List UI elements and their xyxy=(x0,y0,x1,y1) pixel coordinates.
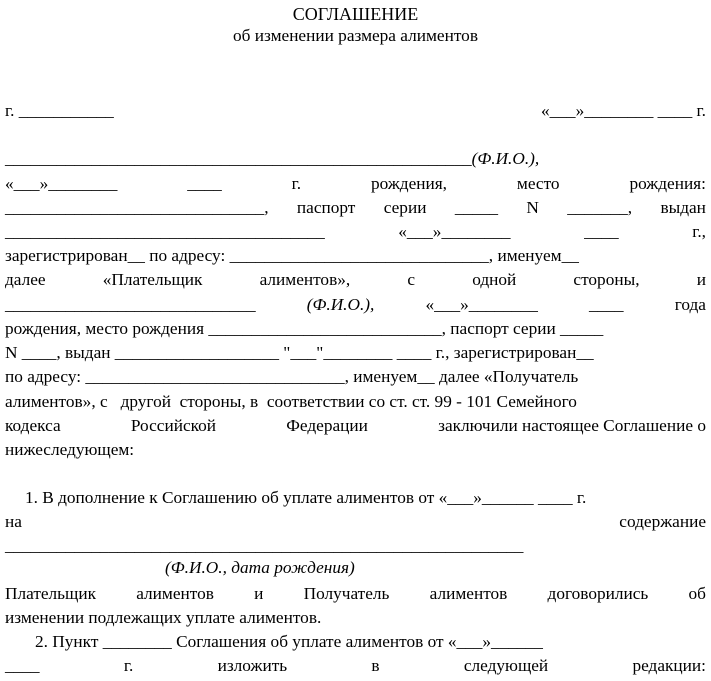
word: алиментов xyxy=(429,584,508,603)
text-line-12 xyxy=(5,415,706,437)
word: N xyxy=(526,198,539,217)
word: одной xyxy=(472,270,517,289)
word: «___»________ xyxy=(425,295,538,314)
clause-1-line-5 xyxy=(5,607,706,629)
word: г. xyxy=(123,656,134,675)
sentence: изменении подлежащих уплате алиментов. xyxy=(5,608,322,627)
text-line-11 xyxy=(5,391,706,413)
clause-1-line-2 xyxy=(5,511,706,533)
word: ____ xyxy=(187,174,222,193)
word: рождения: xyxy=(629,174,706,193)
word: ____ xyxy=(584,222,619,241)
word: г. xyxy=(291,174,302,193)
word: года xyxy=(674,295,706,314)
word: _____________________________________ xyxy=(5,222,325,241)
city-field: г. ___________ xyxy=(5,101,114,120)
word: договорились xyxy=(547,584,649,603)
document-title: СОГЛАШЕНИЕ xyxy=(292,4,419,24)
text-line-10 xyxy=(5,366,706,388)
word: следующей xyxy=(463,656,549,675)
word: Российской xyxy=(130,416,217,435)
place-date-line xyxy=(5,100,706,122)
sentence: 1. В дополнение к Соглашению об уплате алиментов от «___»______ ____ г. xyxy=(25,488,587,507)
text-line-13 xyxy=(5,439,706,461)
recipient-name-hint: (Ф.И.О.), xyxy=(306,295,375,314)
text-line-4 xyxy=(5,221,706,243)
text-line-5 xyxy=(5,245,706,267)
word: _____ xyxy=(454,198,499,217)
sentence: нижеследующем: xyxy=(5,440,135,459)
word: паспорт xyxy=(296,198,356,217)
child-blank: ____________________________________________________________ xyxy=(5,536,524,555)
text-line-9 xyxy=(5,342,706,364)
text-line-3 xyxy=(5,197,706,219)
word: ____ xyxy=(588,295,624,314)
word: изложить xyxy=(217,656,288,675)
word: стороны, xyxy=(573,270,640,289)
payer-name-blank: ______________________________________________________ xyxy=(5,149,472,168)
word: Плательщик xyxy=(5,584,97,603)
word: _______, xyxy=(567,198,633,217)
text-line-6 xyxy=(5,269,706,291)
word: кодекса xyxy=(5,416,61,435)
sentence: по адресу: ______________________________, именуем__ далее «Получатель xyxy=(5,367,579,386)
clause-2-line-1 xyxy=(35,631,706,653)
sentence: рождения, место рождения ___________________________, паспорт серии _____ xyxy=(5,319,604,338)
text-line-1 xyxy=(5,148,706,170)
word: об xyxy=(688,584,706,603)
word: серии xyxy=(383,198,427,217)
word: редакции: xyxy=(632,656,706,675)
word: ____ xyxy=(5,656,40,675)
word: на xyxy=(5,512,22,531)
text-line-7 xyxy=(5,294,706,316)
word: «___»________ xyxy=(398,222,511,241)
sentence: алиментов», с другой стороны, в соответствии со ст. ст. 99 - 101 Семейного xyxy=(5,392,577,411)
word: «___»________ xyxy=(5,174,118,193)
date-field: «___»________ ____ г. xyxy=(541,101,706,120)
text-line-8 xyxy=(5,318,706,340)
clause-1-line-3 xyxy=(5,535,706,557)
clause-1-note xyxy=(165,557,706,579)
clause-1-line-4 xyxy=(5,583,706,605)
word: «Плательщик xyxy=(102,270,203,289)
word: с xyxy=(407,270,416,289)
clause-2-line-2 xyxy=(5,655,706,677)
recipient-name-blank: _____________________________ xyxy=(5,295,256,314)
word: Получатель xyxy=(303,584,390,603)
word: место xyxy=(516,174,560,193)
sentence: N ____, выдан ___________________ "___"________ ____ г., зарегистрирован__ xyxy=(5,343,594,362)
word: алиментов xyxy=(136,584,214,603)
word: ______________________________, xyxy=(5,198,269,217)
word: выдан xyxy=(660,198,706,217)
text-line-2 xyxy=(5,173,706,195)
word: Федерации xyxy=(286,416,368,435)
word: алиментов», xyxy=(259,270,351,289)
payer-name-hint: (Ф.И.О.), xyxy=(471,149,540,168)
document-subtitle: об изменении размера алиментов xyxy=(233,26,478,45)
word: в xyxy=(371,656,380,675)
sentence: зарегистрирован__ по адресу: ______________________________, именуем__ xyxy=(5,246,579,265)
word: содержание xyxy=(619,512,706,531)
word: рождения, xyxy=(370,174,448,193)
word: и xyxy=(254,584,264,603)
word: и xyxy=(696,270,706,289)
word: г., xyxy=(692,222,706,241)
child-hint: (Ф.И.О., дата рождения) xyxy=(165,558,355,577)
clause-1-line-1 xyxy=(25,487,706,509)
sentence: 2. Пункт ________ Соглашения об уплате алиментов от «___»______ xyxy=(35,632,543,651)
word: заключили настоящее Соглашение о xyxy=(438,416,706,435)
word: далее xyxy=(5,270,46,289)
